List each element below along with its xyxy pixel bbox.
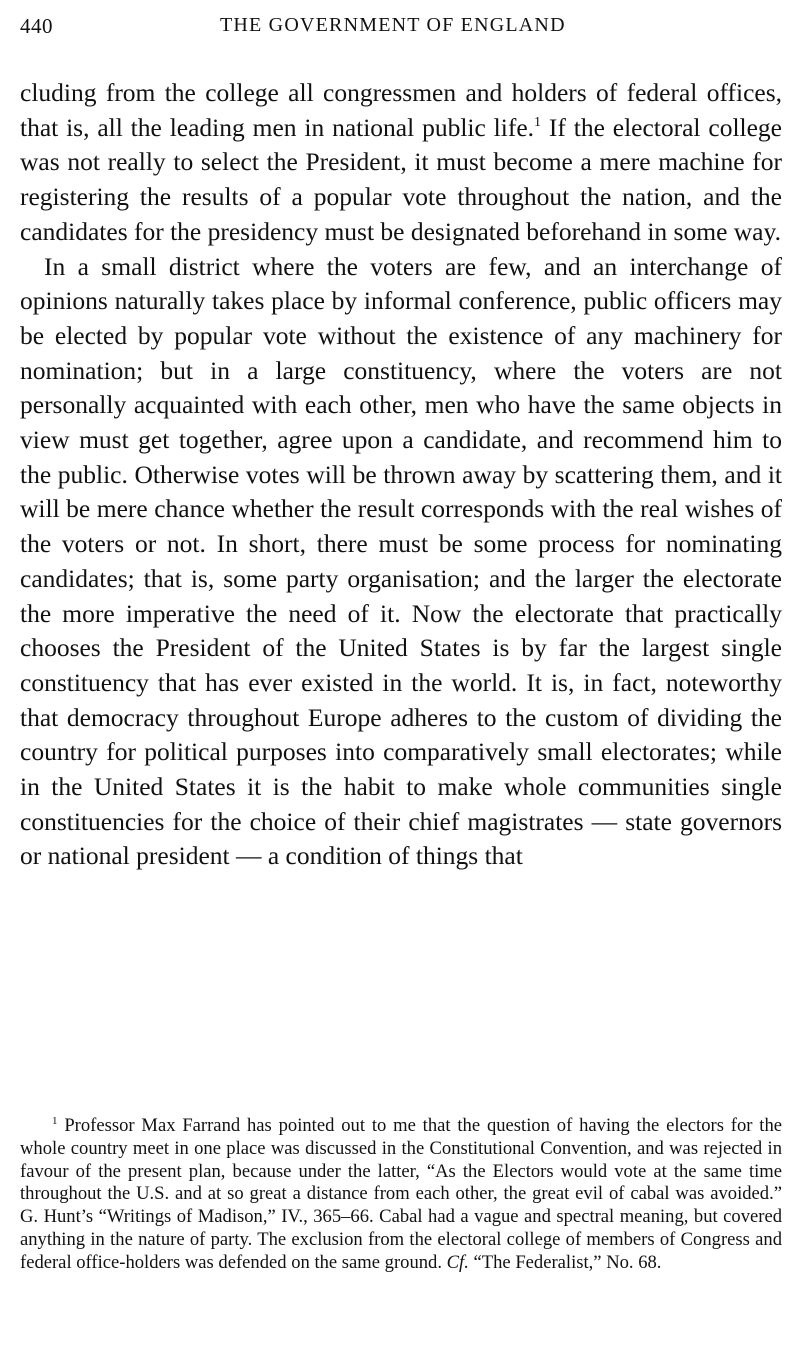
book-page	[20, 10, 782, 1273]
paragraph-1-part-a: cluding from the college all congressmen and holders of federal offices, that is, all the leading men in national public life.	[20, 78, 782, 142]
paragraph-1	[20, 76, 782, 250]
paragraph-2: In a small district where the voters are few, and an interchange of opinions naturally takes place by informal conference, public officers may be elected by popular vote without the existence of any machinery for nomination; but in a large constituency, where the voters are not personally acquainted with each other, men who have the same objects in view must get together, agree upon a candidate, and recommend him to the public. Otherwise votes will be thrown away by scattering them, and it will be mere chance whether the result corresponds with the real wishes of the voters or not. In short, there must be some process for nominating candidates; that is, some party organisation; and the larger the electorate the more imperative the need of it. Now the electorate that practically chooses the President of the United States is by far the largest single constituency that has ever existed in the world. It is, in fact, noteworthy that democracy throughout Europe adheres to the custom of dividing the country for political purposes into comparatively small electorates; while in the United States it is the habit to make whole communities single constituencies for the choice of their chief magistrates — state governors or national president — a condition of things that	[20, 251, 782, 871]
footnotes	[20, 1115, 782, 1275]
running-title: THE GOVERNMENT OF ENGLAND	[220, 14, 566, 36]
page-header	[20, 10, 782, 46]
footnote-cf-text: “The Federalist,” No. 68.	[468, 1251, 662, 1273]
footnote-cf: Cf.	[446, 1251, 469, 1273]
footnote-reference: 1	[534, 114, 542, 130]
paragraph-1-part-b: If the electoral college was not really to select the President, it must become a mere machine for registering the results of a popular vote throughout the nation, and the candidates for the presidency must be designated beforehand in some way.	[20, 112, 782, 246]
footnote-text: Professor Max Farrand has pointed out to me that the question of having the electors for the whole country meet in one place was discussed in the Constitutional Convention, and was rejected in favour of the present plan, because under the latter, “As the Electors would vote at the same time throughout the U.S. and at so great a distance from each other, the great evil of cabal was avoided.” G. Hunt’s “Writings of Madison,” IV., 365–66. Cabal had a vague and spectral meaning, but covered anything in the nature of party. The exclusion from the electoral college of members of Congress and federal office-holders was defended on the same ground.	[20, 1115, 782, 1273]
footnote-marker: 1	[52, 1115, 58, 1127]
footnote-1	[20, 1115, 782, 1275]
body-text	[20, 76, 782, 874]
page-number: 440	[20, 14, 53, 38]
